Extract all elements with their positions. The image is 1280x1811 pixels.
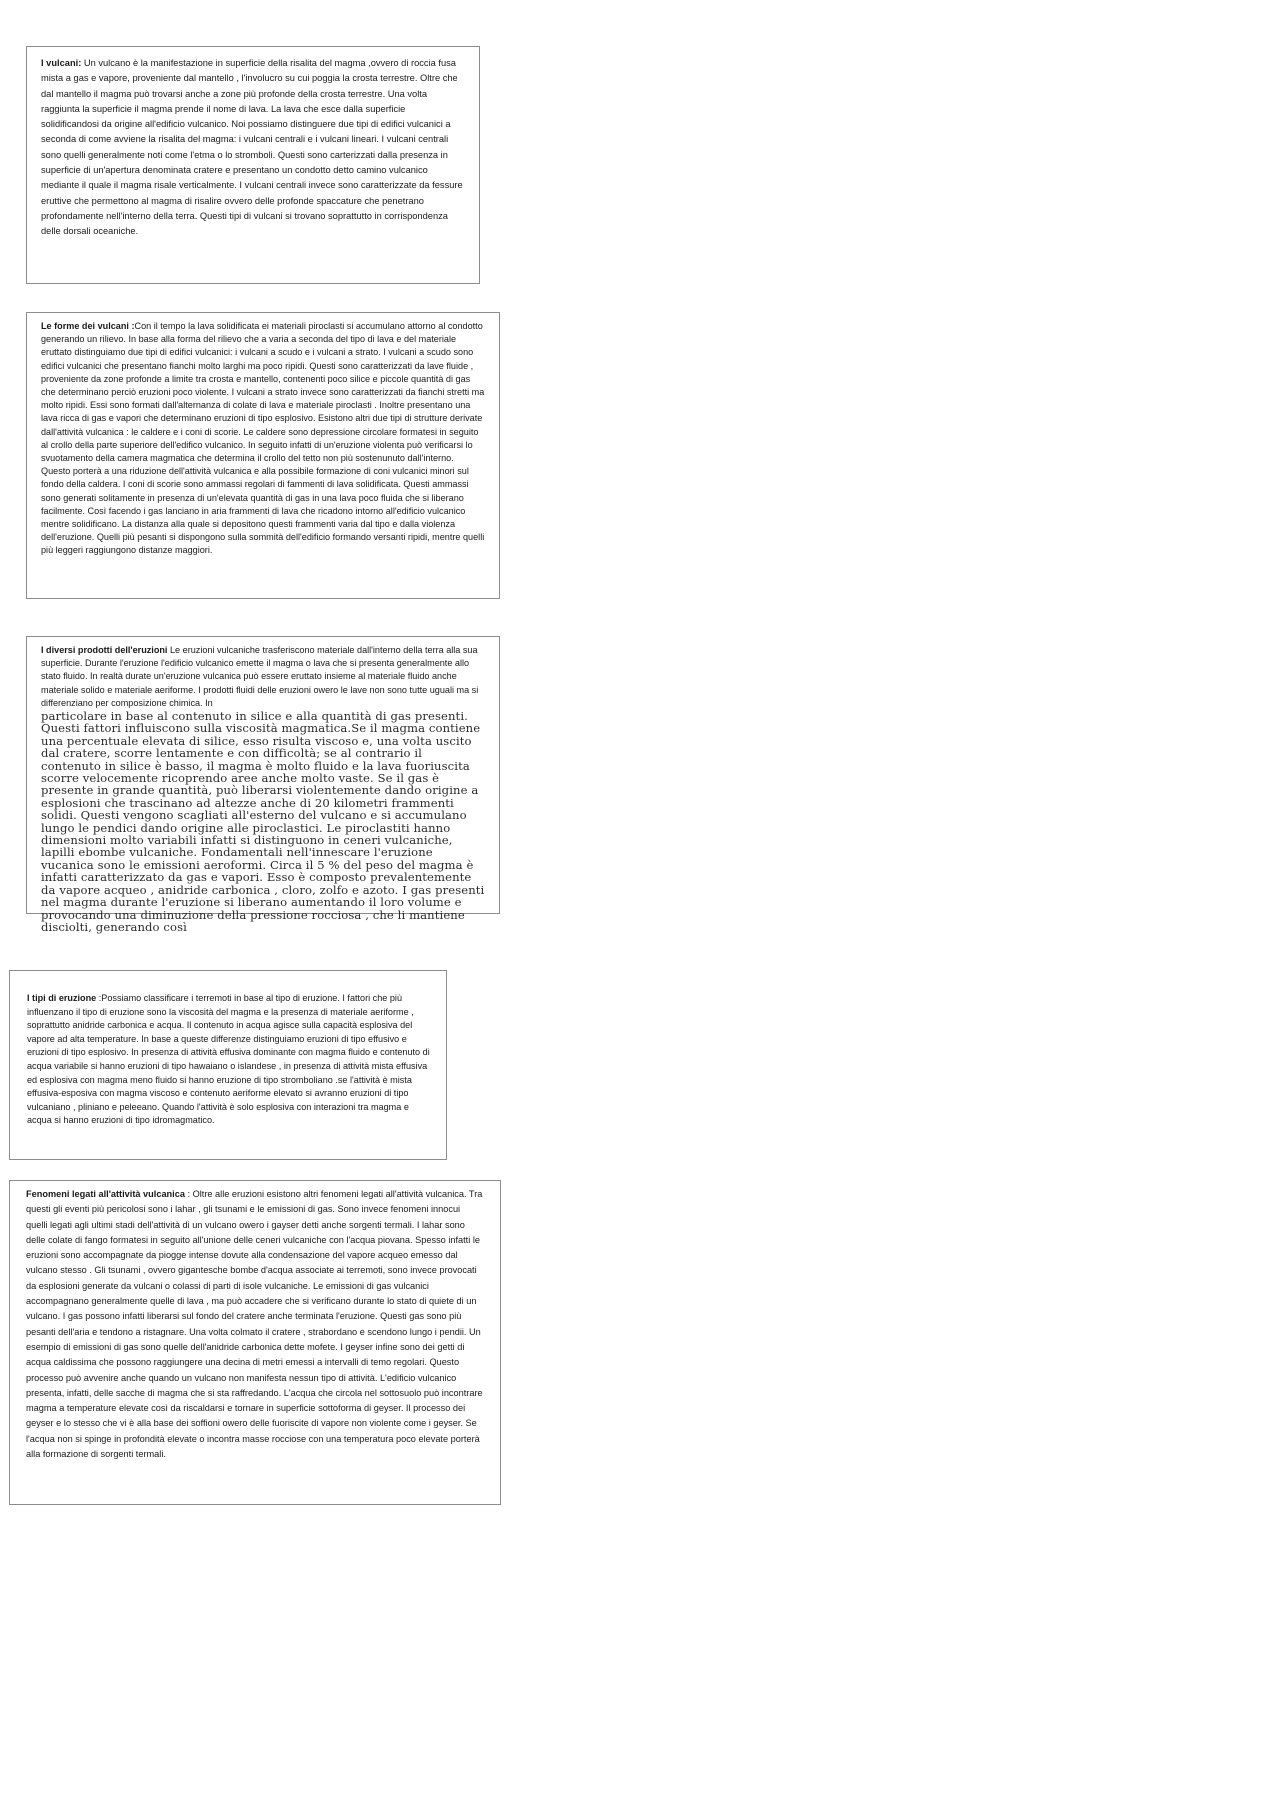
section-text: Con il tempo la lava solidificata ei materiali piroclasti si accumulano attorno al condotto generando un rilievo. In base alla forma del rilievo che a varia a seconda del tipo di lava e del materiale eruttato distinguiamo due tipi di edifici vulcanici: i vulcani a scudo e i vulcani a strato. I vulcani a scudo sono edifici vulcanici che presentano fianchi molto larghi ma poco ripidi. Questi sono caratterizzati da lave fluide , proveniente da zone profonde a limite tra crosta e mantello, contenenti poco silice e piccole quantità di gas che determinano perciò eruzioni poco violente. I vulcani a strato invece sono caratterizzati da fianchi stretti ma molto ripidi. Essi sono formati dall'alternanza di colate di lava e materiale piroclasti . Inoltre presentano una lava ricca di gas e vapori che determinano eruzioni di tipo esplosivo. Esistono altri due tipi di strutture derivate dall'attività vulcanica : le caldere e i coni di scorie. Le caldere sono depressione circolare formatesi in seguito al crollo della parte superiore dell'edifico vulcanico. In seguito infatti di un'eruzione violenta può verificarsi lo svuotamento della camera magmatica che determina il crollo del tetto non più sostenunuto dall'interno. Questo porterà a una riduzione dell'attività vulcanica e alla possibile formazione di coni vulcanici minori sul fondo della caldera. I coni di scorie sono ammassi regolari di fammenti di lava solidificata. Questi ammassi sono generati solitamente in presenza di un'elevata quantità di gas in una lava poco fluida che si liberano facilmente. Così facendo i gas lanciano in aria frammenti di lava che ricadono intorno all'edificio vulcanico mentre solidificano. La distanza alla quale si depositono questi frammenti varia dal tipo e dalla violenza dell'eruzione. Quelli più pesanti si dispongono sulla sommità dell'edificio formando versanti ripidi, mentre quelli più leggeri raggiungono distanze maggiori. [41, 321, 485, 556]
paragraph-prodotti-eruzioni-serif: particolare in base al contenuto in silice e alla quantità di gas presenti. Questi fattori influiscono sulla viscosità magmatica.Se il magma contiene una percentuale elevata di silice, esso risulta viscoso e, una volta uscito dal cratere, scorre lentamente e con difficoltà; se al contrario il contenuto in silice è basso, il magma è molto fluido e la lava fuoriuscita scorre velocemente ricoprendo aree anche molto vaste. Se il gas è presente in grande quantità, può liberarsi violentemente dando origine a esplosioni che trascinano ad altezze anche di 20 kilometri frammenti solidi. Questi vengono scagliati all'esterno del vulcano e si accumulano lungo le pendici dando origine alle piroclastici. Le piroclastiti hanno dimensioni molto variabili infatti si distinguono in ceneri vulcaniche, lapilli ebombe vulcaniche. Fondamentali nell'innescare l'eruzione vucanica sono le emissioni aeroformi. Circa il 5 % del peso del magma è infatti caratterizzato da gas e vapori. Esso è composto prevalentemente da vapore acqueo , anidride carbonica , cloro, zolfo e azoto. I gas presenti nel magma durante l'eruzione si liberano aumentando il loro volume e provocando una diminuzione della pressione rocciosa , che li mantiene disciolti, generando così [41, 709, 485, 934]
section-title: I vulcani: [41, 58, 82, 68]
paragraph-vulcani [41, 56, 465, 240]
paragraph-tipi-eruzione [27, 992, 432, 1128]
text-box-prodotti-eruzioni [26, 636, 500, 934]
paragraph-forme-vulcani [41, 320, 485, 558]
text-box-fenomeni-vulcanici [9, 1180, 501, 1505]
text-box-forme-vulcani [26, 312, 500, 599]
paragraph-prodotti-eruzioni [41, 644, 485, 710]
paragraph-fenomeni-vulcanici [26, 1187, 484, 1462]
section-title: I diversi prodotti dell'eruzioni [41, 645, 168, 655]
section-title: Le forme dei vulcani : [41, 321, 135, 331]
section-title: Fenomeni legati all'attività vulcanica [26, 1189, 185, 1199]
text-box-vulcani [26, 46, 480, 284]
section-text: Le eruzioni vulcaniche trasferiscono materiale dall'interno della terra alla sua superficie. Durante l'eruzione l'edificio vulcanico emette il magma o lava che si presenta generalmente allo stato fluido. In realtà durate un'eruzione vulcanica può essere eruttato insieme al materiale fluido anche materiale solido e materiale aeriforme. I prodotti fluidi delle eruzioni owero le lave non sono tutte uguali ma si differenziano per composizione chimica. In [41, 645, 479, 708]
section-text: : Oltre alle eruzioni esistono altri fenomeni legati all'attività vulcanica. Tra questi gli eventi più pericolosi sono i lahar , gli tsunami e le emissioni di gas. Sono invece fenomeni innocui quelli legati agli ultimi stadi dell'attività di un vulcano owero i gayser detti anche sorgenti termali. I lahar sono delle colate di fango formatesi in seguito all'unione delle ceneri vulcaniche con l'acqua piovana. Spesso infatti le eruzioni sono accompagnate da piogge intense dovute alla condensazione del vapore acqueo emesso dal vulcano stesso . Gli tsunami , ovvero gigantesche bombe d'acqua associate ai terremoti, sono invece provocati da esplosioni generate da vulcani o colassi di parti di isole vulcaniche. Le emissioni di gas vulcanici accompagnano generalmente quelle di lava , ma può accadere che si verificano durante lo stato di quiete di un vulcano. I gas possono infatti liberarsi sul fondo del cratere anche terminata l'eruzione. Questi gas sono più pesanti dell'aria e tendono a ristagnare. Una volta colmato il cratere , strabordano e scendono lungo i pendii. Un esempio di emissioni di gas sono quelle dell'anidride carbonica dette mofete. I geyser infine sono dei getti di acqua caldissima che possono raggiungere una decina di metri emessi a intervalli di temo regolari. Questo processo può avvenire anche quando un vulcano non manifesta nessun tipo di attività. L'edificio vulcanico presenta, infatti, delle sacche di magma che si sta raffredando. L'acqua che circola nel sottosuolo può incontrare magma a temperature elevate così da riscaldarsi e tornare in superficie sottoforma di geyser. Il processo dei geyser e lo stesso che vi è alla base dei soffioni owero delle fuoriscite di vapore non violente come i geyser. Se l'acqua non si spinge in profondità elevate o incontra masse rocciose con una temperatura poco elevate porterà alla formazione di sorgenti termali. [26, 1189, 483, 1460]
section-text: :Possiamo classificare i terremoti in base al tipo di eruzione. I fattori che più influenzano il tipo di eruzione sono la viscosità del magma e la presenza di materiale aeriforme , soprattutto anidride carbonica e acqua. Il contenuto in acqua agisce sulla capacità esplosiva del vapore ad alta temperature. In base a queste differenze distinguiamo eruzioni di tipo effusivo e eruzioni di tipo esplosivo. In presenza di attività effusiva dominante con magma fluido e contenuto di acqua variabile si hanno eruzioni di tipo hawaiano o islandese , in presenza di attività mista effusiva ed esplosiva con magma meno fluido si hanno eruzione di tipo stromboliano .se l'attività è mista effusiva-esposiva con magma viscoso e contenuto aeriforme elevato si avranno eruzioni di tipo vulcaniano , pliniano e peleeano. Quando l'attività è solo esplosiva con interazioni tra magma e acqua si hanno eruzioni di tipo idromagmatico. [27, 993, 430, 1126]
text-box-tipi-eruzione [9, 970, 447, 1160]
section-title: I tipi di eruzione [27, 993, 97, 1003]
section-text: Un vulcano è la manifestazione in superficie della risalita del magma ,ovvero di roccia fusa mista a gas e vapore, proveniente dal mantello , l'involucro su cui poggia la crosta terrestre. Oltre che dal mantello il magma può trovarsi anche a zone più profonde della crosta terrestre. Una volta raggiunta la superficie il magma prende il nome di lava. La lava che esce dalla superficie solidificandosi da origine all'edificio vulcanico. Noi possiamo distinguere due tipi di edifici vulcanici a seconda di come avviene la risalita del magma: i vulcani centrali e i vulcani lineari. I vulcani centrali sono quelli generalmente noti come l'etma o lo stromboli. Questi sono carterizzati dalla presenza in superficie di un'apertura denominata cratere e presentano un condotto detto camino vulcanico mediante il quale il magma risale verticalmente. I vulcani centrali invece sono caratterizzate da fessure eruttive che permettono al magma di risalire ovvero delle profonde spaccature che penetrano profondamente nell'interno della terra. Questi tipi di vulcani si trovano soprattutto in corrispondenza delle dorsali oceaniche. [41, 58, 463, 237]
